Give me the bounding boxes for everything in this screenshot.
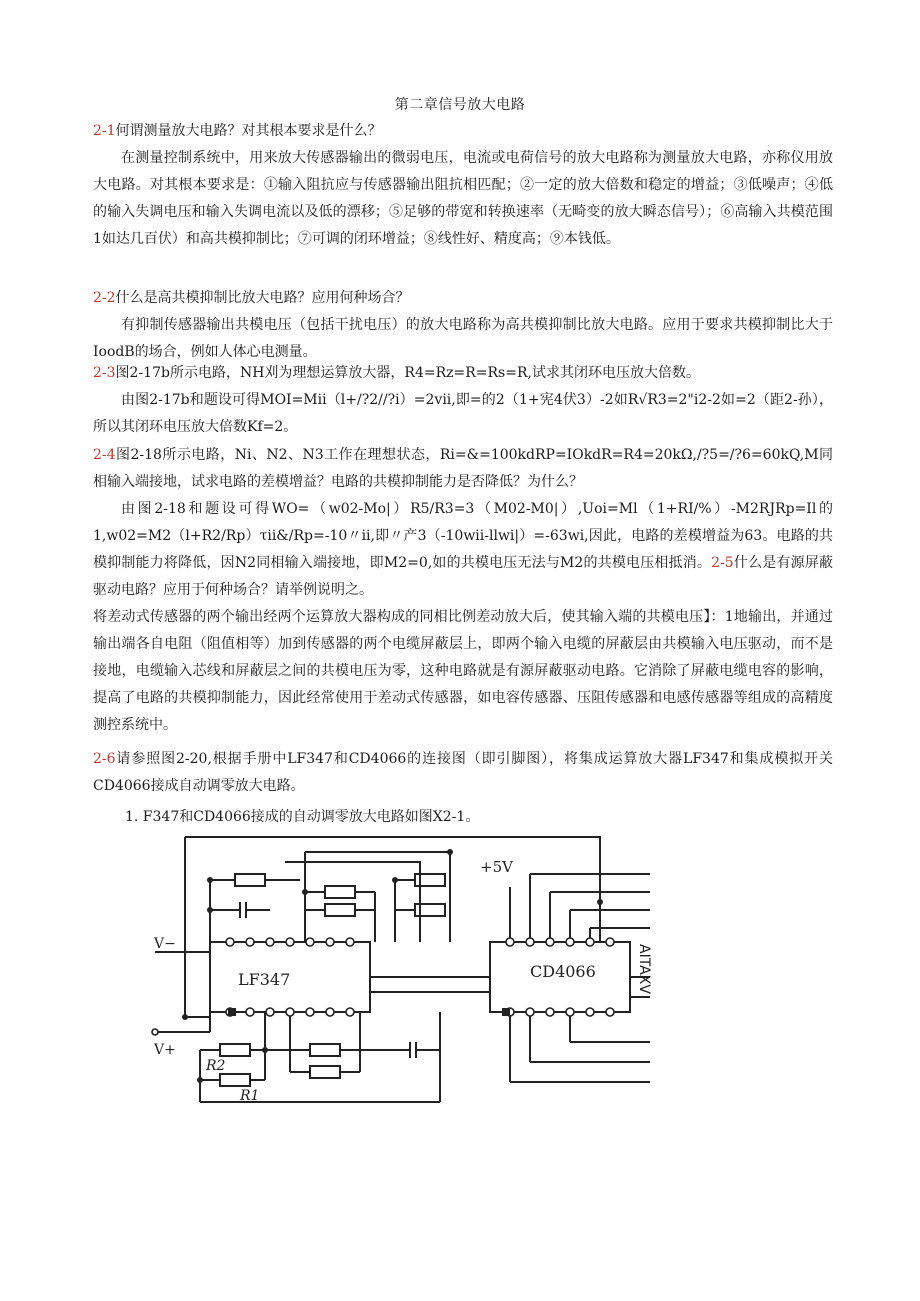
resistor-top-2: [325, 886, 355, 898]
question-2-3: [93, 360, 833, 441]
supply-label: +5V: [480, 858, 513, 876]
auto-zero-amplifier-circuit: [150, 832, 650, 1114]
resistor-r1: [220, 1074, 250, 1086]
question-number: 2-6: [93, 751, 116, 767]
chip-label-lf347: LF347: [238, 970, 291, 989]
resistor-top-4: [325, 904, 355, 916]
resistor-bottom-1: [310, 1044, 340, 1056]
chapter-title: 第二章信号放大电路: [394, 97, 526, 113]
resistor-bottom-2: [310, 1066, 340, 1078]
question-number: 2-4: [93, 447, 116, 463]
question-2-6: [93, 746, 833, 800]
question-number-2-5: 2-5: [711, 555, 734, 571]
answer-text: 在测量控制系统中，用来放大传感器输出的微弱电压，电流或电荷信号的放大电路称为测量放大电路，亦称仪用放大电路。对其根本要求是：①输入阻抗应与传感器输出阻抗相匹配；②一定的放大倍数和稳定的增益；③低噪声；④低的输入失调电压和输入失调电流以及低的漂移；⑤足够的带宽和转换速率（无畸变的放大瞬态信号）；⑥高输入共模范围1如达几百伏）和高共模抑制比；⑦可调的闭环增益；⑧线性好、精度高；⑨本钱低。: [93, 150, 833, 247]
question-number: 2-2: [93, 290, 116, 306]
v-minus-label: V−: [154, 936, 176, 952]
chip-label-cd4066: CD4066: [530, 962, 596, 981]
side-label: AITAXV: [636, 944, 652, 994]
answer-text: 由图2-18和题设可得WO=（w02-Mo|）R5/R3=3（M02-M0|）,Uoi=Ml（1+RI/%）-M2RJRp=Il的1,w02=M2（l+R2/Rp）τii&/Rp=-10〃ii,即〃产3（-10wii-llwi|）=-63wi,因此，电路的差模增益为63。电路的共模抑制能力将降低，因N2同相输入端接地，即M2=0,如的共模电压无法与M2的共模电压相抵消。: [93, 501, 833, 571]
question-text-2-5: 什么是有源屏蔽驱动电路？应用于何种场合？请举例说明之。: [93, 555, 834, 598]
answer-text: 由图2-17b和题设可得MOI=Mii（l+/?2//?i）=2vii,即=的2（1+宪4伏3）-2如R√R3=2"i2-2如=2（距2-孙），所以其闭环电压放大倍数Kf=2。: [93, 392, 833, 435]
question-text: 请参照图2-20,根据手册中LF347和CD4066的连接图（即引脚图），将集成运算放大器LF347和集成模拟开关CD4066接成自动调零放大电路。: [93, 751, 833, 794]
answer-text: 有抑制传感器输出共模电压（包括干扰电压）的放大电路称为高共模抑制比放大电路。应用于要求共模抑制比大于IoodB的场合，例如人体心电测量。: [93, 317, 833, 360]
v-plus-label: V+: [154, 1042, 176, 1058]
question-text: 什么是高共模抑制比放大电路？应用何种场合？: [115, 290, 410, 306]
question-2-1: [93, 118, 833, 253]
question-text: 图2-18所示电路，Ni、N2、N3工作在理想状态，Ri=&=100kdRP=IOkdR=R4=20kΩ,/?5=/?6=60kQ,M同相输入端接地，试求电路的差模增益？电路的共模抑制能力是否降低？为什么？: [93, 447, 833, 490]
resistor-r2: [220, 1044, 250, 1056]
answer-text-2-5: 将差动式传感器的两个输出经两个运算放大器构成的同相比例差动放大后，使其输入端的共模电压】：1地输出，并通过输出端各自电阻（阻值相等）加到传感器的两个电缆屏蔽层上，即两个输入电缆的屏蔽层由共模输入电压驱动，而不是接地，电缆输入芯线和屏蔽层之间的共模电压为零，这种电路就是有源屏蔽驱动电路。它消除了屏蔽电缆电容的影响，提高了电路的共模抑制能力，因此经常使用于差动式传感器，如电容传感器、压阻传感器和电感传感器等组成的高精度测控系统中。: [93, 609, 833, 733]
question-text: 何谓测量放大电路？对其根本要求是什么？: [115, 123, 382, 139]
figure-caption: 1. F347和CD4066接成的自动调零放大电路如图X2-1。: [125, 809, 480, 825]
question-2-4: [93, 442, 833, 739]
question-text: 图2-17b所示电路，NH刈为理想运算放大器，R4=Rz=R=Rs=R,试求其闭环电压放大倍数。: [115, 365, 700, 381]
resistor-top-1: [235, 874, 265, 886]
question-number: 2-1: [93, 123, 116, 139]
r2-label: R2: [206, 1058, 226, 1074]
question-2-2: [93, 285, 833, 366]
r1-label: R1: [240, 1088, 260, 1104]
question-number: 2-3: [93, 365, 116, 381]
